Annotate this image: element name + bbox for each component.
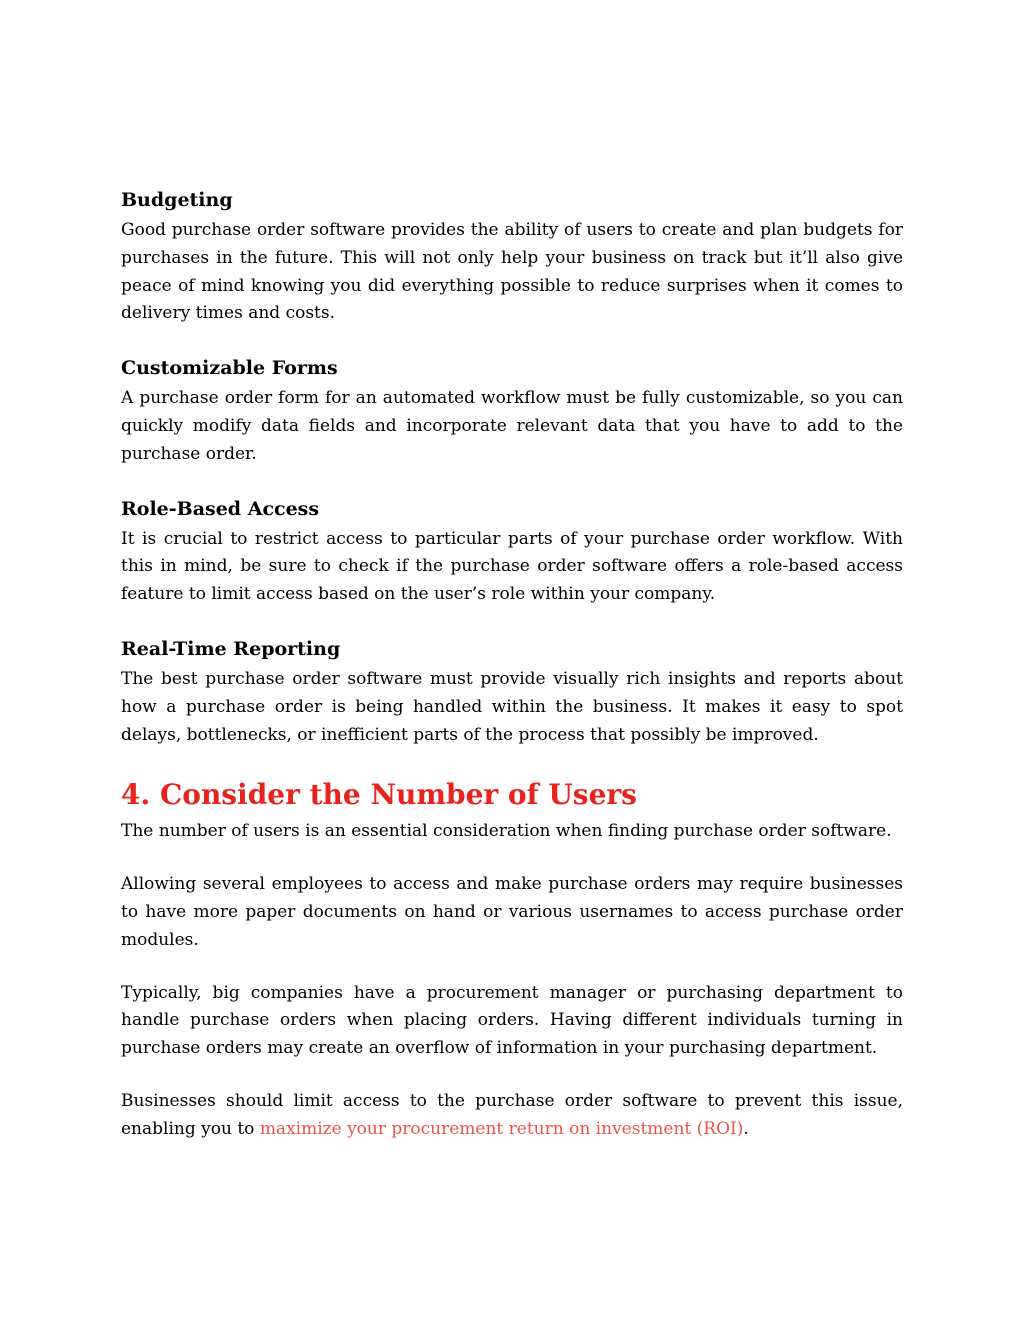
users-paragraph-3: Typically, big companies have a procurement manager or purchasing department to handle purchase orders when placing orders. Having different individuals turning in purchase orders may create an overflow of information in your purchasing department. xyxy=(121,982,903,1059)
users-paragraph-4-text: Businesses should limit access to the purchase order software to prevent this issue, enabling you to xyxy=(121,1090,903,1139)
section-customizable-forms xyxy=(121,354,903,468)
section-body: It is crucial to restrict access to particular parts of your purchase order workflow. With this in mind, be sure to check if the purchase order software offers a role-based access feature to limit access based on the user’s role within your company. xyxy=(121,528,903,605)
section-budgeting xyxy=(121,186,903,328)
section-number-of-users xyxy=(121,777,903,1143)
section-heading: Customizable Forms xyxy=(121,357,338,380)
section-real-time-reporting xyxy=(121,635,903,749)
section-body: Good purchase order software provides the ability of users to create and plan budgets for purchases in the future. This will not only help your business on track but it’ll also give peace of mind knowing you did everything possible to reduce surprises when it comes to delivery times and costs. xyxy=(121,220,903,324)
users-section-heading: 4. Consider the Number of Users xyxy=(121,778,637,812)
section-role-based-access xyxy=(121,495,903,609)
section-heading: Role-Based Access xyxy=(121,497,320,520)
roi-link[interactable]: maximize your procurement return on investment (ROI) xyxy=(259,1118,744,1139)
section-heading: Budgeting xyxy=(121,189,233,211)
users-paragraph-1: The number of users is an essential consideration when finding purchase order software. xyxy=(121,821,892,842)
section-body: A purchase order form for an automated workflow must be fully customizable, so you can quickly modify data fields and incorporate relevant data that you have to add to the purchase order. xyxy=(121,388,903,464)
users-paragraph-4 xyxy=(121,1088,903,1144)
users-paragraph-2: Allowing several employees to access and make purchase orders may require businesses to have more paper documents on hand or various usernames to access purchase order modules. xyxy=(121,874,903,950)
users-paragraph-4-end: . xyxy=(743,1118,749,1139)
section-heading: Real-Time Reporting xyxy=(121,637,341,660)
section-body: The best purchase order software must provide visually rich insights and reports about how a purchase order is being handled within the business. It makes it easy to spot delays, bottlenecks, or inefficient parts of the process that possibly be improved. xyxy=(121,668,903,745)
